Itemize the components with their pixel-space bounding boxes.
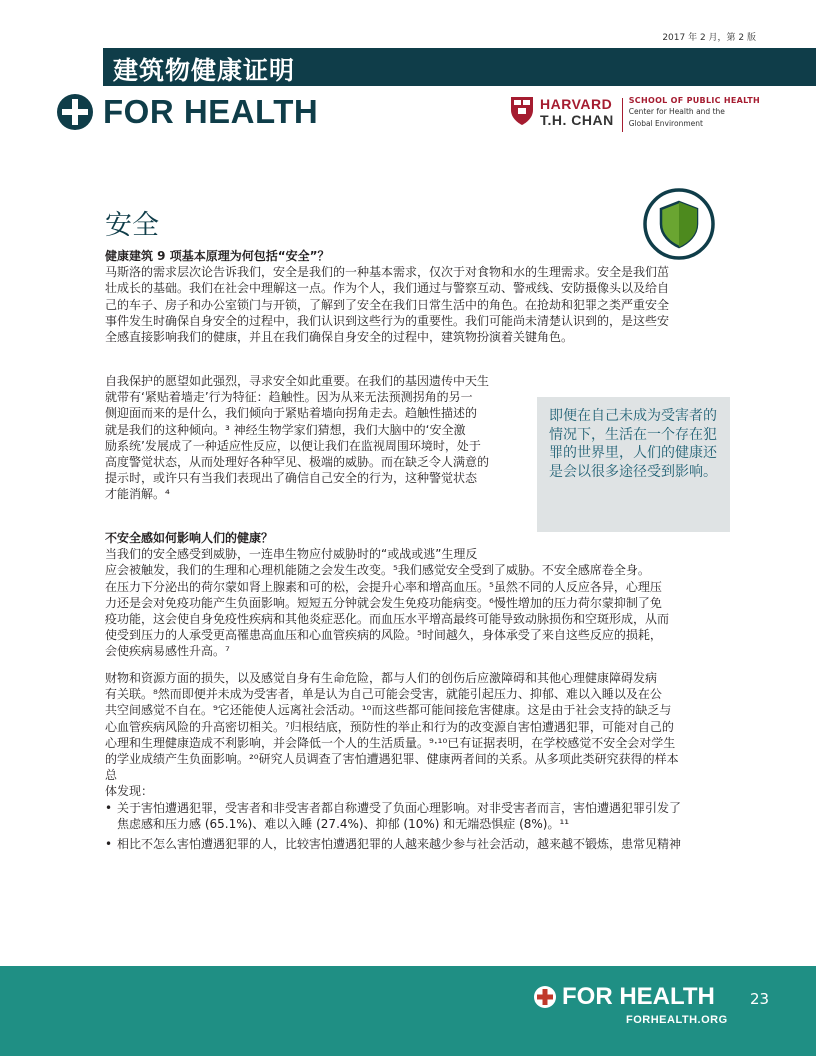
effects-line: 使受到压力的人承受更高罹患高血压和心血管疾病的风险。⁵时间越久，身体承受了来自这些反应的损耗， xyxy=(105,628,662,643)
effects-line: 力还是会对免疫功能产生负面影响。短短五分钟就会发生免疫功能病变。⁶慢性增加的压力荷尔蒙抑制了免 xyxy=(105,595,662,610)
instinct-line: 就是我们的这种倾向。³ 神经生物学家们猜想，我们大脑中的‘安全激 xyxy=(105,422,466,437)
bullet-dot: • xyxy=(105,801,113,815)
instinct-line: 就带有‘紧贴着墙走’行为特征：趋触性。因为从来无法预测拐角的另一 xyxy=(105,390,473,405)
effects-line: 当我们的安全感受到威胁，一连串生物应付威胁时的“或战或逃”生理反 xyxy=(105,547,478,562)
intro-line: 己的车子、房子和办公室锁门与开锁，了解到了安全在我们日常生活中的角色。在抢劫和犯罪之类严重安全 xyxy=(105,297,670,312)
center-name-line1: Center for Health and the xyxy=(628,107,725,116)
effects-line: 在压力下分泌出的荷尔蒙如肾上腺素和可的松，会提升心率和增高血压。⁵虽然不同的人反应各异，心理压 xyxy=(105,579,662,594)
intro-heading: 健康建筑 9 项基本原理为何包括“安全”？ xyxy=(105,249,330,263)
losses-line: 共空间感觉不自在。⁹它还能使人远离社会活动。¹⁰而这些都可能间接危害健康。这是由于社会支持的缺乏与 xyxy=(105,703,672,718)
for-health-logo xyxy=(57,94,318,130)
instinct-line: 才能消解。⁴ xyxy=(105,487,170,502)
instinct-line: 侧迎面而来的是什么，我们倾向于紧贴着墙向拐角走去。趋触性描述的 xyxy=(105,406,478,421)
intro-line: 马斯洛的需求层次论告诉我们，安全是我们的一种基本需求，仅次于对食物和水的生理需求。安全是我们茁 xyxy=(105,265,670,280)
footer-bar xyxy=(0,966,816,1056)
plus-cross-icon xyxy=(57,94,93,130)
pull-quote-box xyxy=(537,397,730,532)
pull-quote-text: 即便在自己未成为受害者的情况下，生活在一个存在犯罪的世界里，人们的健康还是会以很多途径受到影响。 xyxy=(549,408,717,480)
red-plus-icon xyxy=(534,986,556,1008)
edition-date: 2017 年 2 月，第 2 版 xyxy=(662,33,756,43)
losses-line: 财物和资源方面的损失，以及感觉自身有生命危险，都与人们的创伤后应激障碍和其他心理健康障碍发病 xyxy=(105,671,658,685)
intro-line: 事件发生时确保自身安全的过程中，我们认识到这些行为的重要性。我们可能尚未清楚认识到的，是这些安 xyxy=(105,313,670,328)
list-item xyxy=(105,836,730,852)
effects-line: 应会被触发，我们的生理和心理机能随之会发生改变。⁵我们感觉安全受到了威胁。不安全感席卷全身。 xyxy=(105,563,650,578)
losses-line: 体发现： xyxy=(105,784,154,799)
footer-logo xyxy=(534,983,715,1011)
losses-line: 心血管疾病风险的升高密切相关。⁷归根结底，预防性的举止和行为的改变源自害怕遭遇犯罪，可能对自己的 xyxy=(105,719,674,734)
series-title-bar xyxy=(103,48,816,86)
bullet-line: 焦虑感和压力感 (65.1%)、难以入睡 (27.4%)、抑郁 (10%) 和无端恐惧症 (8%)。¹¹ xyxy=(117,817,570,832)
intro-section xyxy=(105,248,725,345)
harvard-shield-icon xyxy=(510,96,534,126)
losses-paragraph xyxy=(105,670,725,800)
intro-line: 全感直接影响我们的健康，并且在我们确保自身安全的过程中，建筑物扮演着关键角色。 xyxy=(105,330,574,345)
losses-line: 有关联。⁸然而即便并未成为受害者，单是认为自己可能会受害，就能引起压力、抑郁、难以入睡以及在公 xyxy=(105,687,662,702)
effects-line: 会使疾病易感性升高。⁷ xyxy=(105,644,230,659)
effects-heading: 不安全感如何影响人们的健康？ xyxy=(105,531,274,545)
intro-line: 壮成长的基础。我们在社会中理解这一点。作为个人，我们通过与警察互动、警戒线、安防摄像头以及给自 xyxy=(105,281,670,296)
bullet-line: 相比不怎么害怕遭遇犯罪的人，比较害怕遭遇犯罪的人越来越少参与社会活动，越来越不锻炼，患常见精神 xyxy=(117,837,682,852)
list-item xyxy=(105,800,730,832)
instinct-line: 自我保护的愿望如此强烈，寻求安全如此重要。在我们的基因遗传中天生 xyxy=(105,374,490,388)
effects-line: 疫功能，这会使自身免疫性疾病和其他炎症恶化。而血压水平增高最终可能导致动脉损伤和空斑形成，从而 xyxy=(105,612,670,627)
instinct-line: 提示时，或许只有当我们表现出了确信自己安全的行为，这种警觉状态 xyxy=(105,471,478,486)
chan-name: T.H. CHAN xyxy=(540,112,614,128)
instinct-line: 高度警觉状态，从而处理好各种罕见、极端的威胁。而在缺乏令人满意的 xyxy=(105,455,490,470)
bullet-line: 关于害怕遭遇犯罪，受害者和非受害者都自称遭受了负面心理影响。对非受害者而言，害怕遭遇犯罪引发了 xyxy=(117,801,682,815)
bullet-dot: • xyxy=(105,837,113,852)
section-title: 安全 xyxy=(105,210,159,241)
footer-url[interactable]: FORHEALTH.ORG xyxy=(626,1014,728,1026)
footer-brand: FOR HEALTH xyxy=(562,983,715,1010)
school-name: SCHOOL OF PUBLIC HEALTH xyxy=(628,96,760,105)
logo-divider xyxy=(622,98,623,132)
harvard-name: HARVARD xyxy=(540,96,613,112)
instinct-paragraph xyxy=(105,373,525,503)
brand-name: FOR HEALTH xyxy=(103,93,319,130)
page-number: 23 xyxy=(750,990,770,1008)
harvard-logo xyxy=(510,96,760,132)
series-title: 建筑物健康证明 xyxy=(113,56,296,85)
center-name-line2: Global Environment xyxy=(628,119,703,128)
losses-line: 心理和生理健康造成不利影响，并会降低一个人的生活质量。⁹·¹⁰已有证据表明，在学校感觉不安全会对学生 xyxy=(105,735,676,750)
losses-line: 总 xyxy=(105,768,118,783)
instinct-line: 励系统’发展成了一种适应性反应，以便让我们在监视周围环境时，处于 xyxy=(105,438,481,453)
effects-section xyxy=(105,530,725,660)
losses-line: 的学业成绩产生负面影响。²⁰研究人员调查了害怕遭遇犯罪、健康两者间的关系。从多项此类研究获得的样本 xyxy=(105,752,679,767)
findings-list xyxy=(105,800,730,853)
